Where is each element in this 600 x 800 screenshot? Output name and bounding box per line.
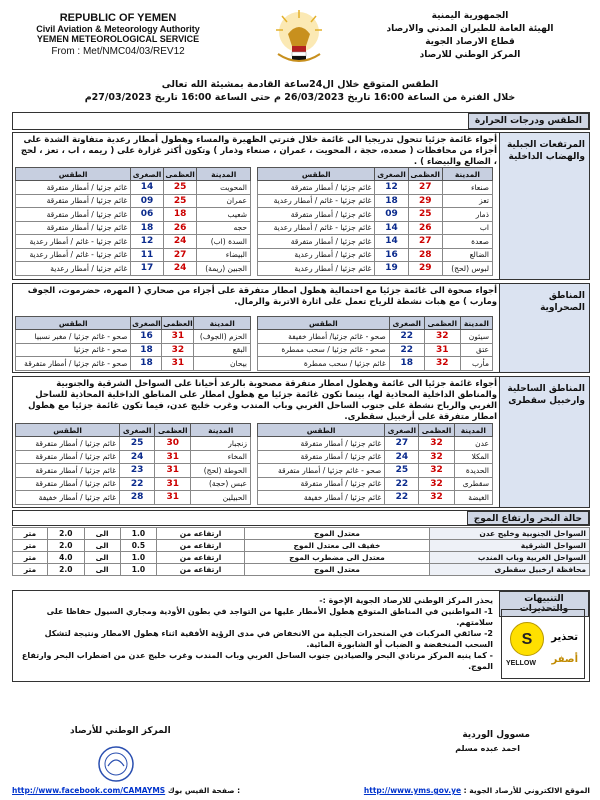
cell-max-temp: 25 [163,194,197,208]
sea-state-table [12,527,590,576]
sea-from-value: 1.0 [120,564,157,576]
header-ar-line4: المركز الوطني للارصاد [419,50,521,60]
cell-city: زنجبار [191,437,251,451]
desert-table-left [15,316,251,371]
cell-max-temp: 29 [408,194,442,208]
cell-weather: غائم جزئيا / سحب ممطرة [258,357,390,371]
table-row [16,491,251,505]
table-row [16,477,251,491]
cell-weather: غائم جزئيا / أمطار رعدية [258,262,375,276]
header-english [18,12,218,57]
cell-min-temp: 22 [385,491,419,505]
cell-weather: غائم جزئيا / أمطار متفرقة [16,208,131,222]
cell-min-temp: 18 [131,357,162,371]
cell-weather: غائم جزئيا / أمطار متفرقة [258,450,385,464]
warning-level-en: YELLOW [506,660,536,667]
table-header-row [258,168,493,181]
sea-from-label: ارتفاعه من [157,564,245,576]
cell-city: البقع [194,343,251,357]
document-footer [0,700,600,800]
cell-max-temp: 24 [163,262,197,276]
sea-unit: متر [13,540,48,552]
cell-city: عمران [197,194,251,208]
sea-from-value: 0.5 [120,540,157,552]
weather-section-header [12,112,590,130]
cell-city: الحبيلين [191,491,251,505]
col-city-header: المدينة [454,424,492,437]
cell-max-temp: 26 [163,221,197,235]
cell-min-temp: 14 [375,221,408,235]
header-en-line2: Civil Aviation & Meteorology Authority [36,24,200,34]
cell-max-temp: 31 [155,450,191,464]
table-header-row [258,424,493,437]
sea-row [13,552,590,564]
cell-max-temp: 25 [408,208,442,222]
cell-min-temp: 22 [385,477,419,491]
col-max-header: العظمى [163,168,197,181]
table-row [16,330,251,344]
cell-weather: صحو - غائم جزئيا / مغبر نسبيا [16,330,131,344]
sea-from-value: 1.0 [120,528,157,540]
cell-weather: صحو - غائم جزئيا / سحب ممطرة [258,343,390,357]
table-row [258,464,493,478]
table-row [16,235,251,249]
sea-row [13,540,590,552]
sea-to-value: 4.0 [48,552,85,564]
cell-max-temp: 31 [162,357,194,371]
cell-city: صنعاء [442,181,492,195]
sea-state: خفيف الى معتدل الموج [244,540,429,552]
cell-min-temp: 22 [120,477,155,491]
table-row [258,208,493,222]
highlands-block [12,132,590,280]
table-row [258,343,493,357]
cell-city: سقطرى [454,477,492,491]
cell-weather: صحو - غائم جزئيا / أمطار متفرقة [16,357,131,371]
sea-from-value: 1.0 [120,552,157,564]
cell-weather: غائم جزئيا / أمطار متفرقة [16,221,131,235]
header-arabic [370,10,570,62]
col-min-header: الصغرى [132,169,162,179]
cell-min-temp: 22 [389,343,424,357]
cell-city: عبس (حجة) [191,477,251,491]
col-weather-header: الطقس [16,424,120,437]
cell-min-temp: 18 [375,194,408,208]
sea-row [13,564,590,576]
cell-max-temp: 31 [155,464,191,478]
header-en-line4: From : Met/NMC04/03/REV12 [51,46,185,57]
table-row [16,343,251,357]
cell-max-temp: 31 [155,477,191,491]
sea-from-label: ارتفاعه من [157,528,245,540]
col-weather-header: الطقس [258,168,375,181]
sea-area: السواحل الغربية وباب المندب [430,552,590,564]
cell-max-temp: 32 [419,491,454,505]
document-header [0,0,600,120]
cell-city: بيحان [194,357,251,371]
warnings-intro: يحذر المركز الوطني للارصاد الجوية الإخوة :- [319,596,493,605]
website-link[interactable]: http://www.yms.gov.ye [363,786,462,795]
cell-city: عتق [460,343,492,357]
table-row [258,181,493,195]
cell-weather: غائم جزئيا / أمطار متفرقة [258,181,375,195]
col-weather-header: الطقس [16,168,131,181]
cell-city: الجبين (ريمة) [197,262,251,276]
warnings-title: التنبيهات والتحذيرات [499,591,589,617]
yellow-warning-badge [501,609,585,679]
sea-to-label: الى [84,540,120,552]
cell-city: تعز [442,194,492,208]
table-header-row [258,317,493,330]
cell-max-temp: 30 [155,437,191,451]
table-row [16,208,251,222]
sea-to-label: الى [84,564,120,576]
cell-min-temp: 14 [131,181,164,195]
cell-max-temp: 18 [163,208,197,222]
cell-city: شعيب [197,208,251,222]
cell-min-temp: 25 [385,464,419,478]
table-row [258,491,493,505]
cell-weather: غائم جزئيا / أمطار متفرقة [16,477,120,491]
facebook-group [12,786,240,795]
cell-max-temp: 32 [424,330,460,344]
website-label: الموقع الالكتروني للأرصاد الجوية : [463,786,590,795]
forecast-title-line1: الطقس المتوقع خلال ال24ساعة القادمة بمشيئة الله تعالى [161,79,439,90]
sea-row [13,528,590,540]
desert-block [12,283,590,373]
table-row [258,450,493,464]
header-ar-line1: الجمهورية اليمنية [431,11,509,21]
table-row [16,194,251,208]
table-row [16,357,251,371]
table-row [16,181,251,195]
cell-max-temp: 31 [162,330,194,344]
sea-to-value: 2.0 [48,564,85,576]
table-row [16,464,251,478]
cell-min-temp: 16 [375,248,408,262]
col-max-header: العظمى [419,424,454,437]
desert-table-right [257,316,493,371]
cell-max-temp: 32 [419,437,454,451]
cell-city: عدن [454,437,492,451]
highlands-description: أجواء غائمة جزئيا تتحول تدريجيا الى غائمة خلال فترتي الظهيرة والمساء وهطول أمطار رعدية متفاوتة الشدة على أجزاء من محافظات ( صعده، حجة ، المحويت ، عمران ، صنعاء وذمار ) وتكون أكثر غزارة على ( ريمه ، اب ، تعز ، لحج ، الضالع والبيضاء ) . [20,135,497,167]
sea-to-label: الى [84,552,120,564]
cell-weather: صحو - غائم جزئيا / أمطار متفرقة [258,464,385,478]
table-row [258,262,493,276]
cell-city: المخاء [191,450,251,464]
cell-weather: غائم جزئيا / أمطار متفرقة [258,477,385,491]
cell-min-temp: 11 [131,248,164,262]
coast-table-right [257,423,493,505]
col-city-header: المدينة [194,317,251,330]
col-max-header: العظمى [408,168,442,181]
cell-max-temp: 27 [408,181,442,195]
table-header-row [16,168,251,181]
sea-to-label: الى [84,528,120,540]
sea-from-label: ارتفاعه من [157,552,245,564]
cell-weather: صحو - غائم جزئيا/ أمطار خفيفة [258,330,390,344]
cell-weather: غائم جزئيا / أمطار رعدية [258,248,375,262]
yemen-emblem-icon [268,8,330,68]
sea-section-header [12,510,590,526]
cell-max-temp: 27 [408,235,442,249]
cell-max-temp: 32 [424,357,460,371]
header-en-line1: REPUBLIC OF YEMEN [59,12,177,24]
cell-city: اب [442,221,492,235]
col-max-header: العظمى [155,424,191,437]
footer-center-name: المركز الوطني للأرصاد [70,726,171,736]
cell-weather: غائم جزئيا / أمطار متفرقة [16,464,120,478]
warning-item: - كما ينبه المركز مرتادي البحر والصيادين جنوب الساحل الغربي وباب المندب وغرب خليج عدن من اضطراب البحر وارتفاع الموج. [21,651,493,671]
cell-min-temp: 18 [389,357,424,371]
cell-min-temp: 16 [131,330,162,344]
cell-min-temp: 12 [375,181,408,195]
col-min-header: الصغرى [385,424,419,437]
cell-city: المحويت [197,181,251,195]
table-row [258,437,493,451]
cell-weather: غائم جزئيا / أمطار متفرقة [258,235,375,249]
cell-city: الحزم (الجوف) [194,330,251,344]
cell-city: الحوطة (لحج) [191,464,251,478]
header-ar-line3: قطاع الارصاد الجوية [425,37,515,47]
cell-max-temp: 26 [408,221,442,235]
cell-max-temp: 31 [424,343,460,357]
col-city-header: المدينة [460,317,492,330]
cell-city: لبوس (لحج) [442,262,492,276]
header-ar-line2: الهيئة العامة للطيران المدني والارصاد [386,24,554,34]
table-row [258,330,493,344]
warning-level-ar: أصفر [551,654,578,665]
col-max-header: العظمى [424,317,460,330]
sea-unit: متر [13,564,48,576]
coast-block [12,376,590,508]
cell-max-temp: 24 [163,235,197,249]
table-header-row [16,424,251,437]
cell-city: الضالع [442,248,492,262]
desert-description: أجواء صحوة الى غائمة جزئيا مع احتمالية هطول امطار متفرقة على أجزاء من صحاري ( المهره، حضرموت، الجوف ومارب ) مع هبات نشطة للرياح تعمل على اثارة الاتربة والرمال. [27,286,497,307]
highlands-table-left [15,167,251,276]
sea-unit: متر [13,528,48,540]
table-row [16,450,251,464]
warnings-text [17,595,493,672]
stamp-icon [96,744,136,784]
footer-shift-label: مسوول الوردية [462,730,530,740]
weather-section-title: الطقس ودرجات الحرارة [468,113,589,129]
cell-city: سيئون [460,330,492,344]
cell-max-temp: 32 [419,464,454,478]
cell-max-temp: 28 [408,248,442,262]
cell-max-temp: 32 [419,450,454,464]
cell-min-temp: 24 [385,450,419,464]
cell-city: الغيضة [454,491,492,505]
col-city-header: المدينة [197,168,251,181]
cell-city: البيضاء [197,248,251,262]
table-row [258,477,493,491]
cell-weather: غائم جزئيا - غائم / أمطار رعدية [258,221,375,235]
website-group [364,786,590,795]
col-city-header: المدينة [442,168,492,181]
cell-max-temp: 32 [419,477,454,491]
cell-weather: غائم جزئيا / أمطار متفرقة [258,437,385,451]
cell-min-temp: 06 [131,208,164,222]
cell-min-temp: 12 [131,235,164,249]
sea-state: معتدل الموج [244,564,429,576]
cell-max-temp: 32 [162,343,194,357]
header-en-line3: YEMEN METEOROLOGICAL SERVICE [36,34,200,44]
cell-min-temp: 25 [120,437,155,451]
cell-weather: غائم جزئيا / أمطار متفرقة [16,181,131,195]
cell-weather: غائم جزئيا / أمطار متفرقة [258,208,375,222]
footer-links-bar [12,786,590,795]
cell-weather: غائم جزئيا / أمطار خفيفة [258,491,385,505]
cell-min-temp: 14 [375,235,408,249]
table-header-row [16,317,251,330]
footer-shift-name: احمد عبده مسلم [455,744,520,753]
cell-min-temp: 24 [120,450,155,464]
forecast-period: خلال الفترة من الساعة 16:00 تاريخ 26/03/2023 م حتى الساعة 16:00 تاريخ 27/03/2023م [84,92,516,103]
sea-area: السواحل الشرقية [430,540,590,552]
cell-min-temp: 18 [131,221,164,235]
table-row [258,194,493,208]
table-row [258,357,493,371]
cell-city: السدة (اب) [197,235,251,249]
cell-max-temp: 29 [408,262,442,276]
col-min-header: الصغرى [375,168,408,181]
coast-description: أجواء غائمة جزئيا الى غائمة وهطول امطار متفرقة مصحوبة بالرعد أحيانا على السواحل الشرقية والجنوبية والمناطق الداخلية المحاذية لها، بينما تكون غائمة جزئيا مع هطول امطار على المناطق الداخلية المحاذية للساحل الغربي والرياح نشطة على جنوب الساحل الغربي وباب المندب وغرب خليج عدن، فيما تكون غائمة جزئيا مع هطول امطار متفرقة على أرخبيل سقطرى. [28,379,497,422]
cell-max-temp: 27 [163,248,197,262]
sea-area: السواحل الجنوبية وخليج عدن [430,528,590,540]
cell-city: حجه [197,221,251,235]
cell-weather: غائم جزئيا / أمطار متفرقة [16,450,120,464]
col-city-header: المدينة [191,424,251,437]
table-row [16,248,251,262]
table-row [258,248,493,262]
table-row [16,437,251,451]
forecast-title [30,78,570,104]
cell-city: صعدة [442,235,492,249]
table-row [16,221,251,235]
col-min-header: الصغرى [132,318,161,328]
sea-area: محافظة ارخبيل سقطرى [430,564,590,576]
warning-label-ar: تحذير [551,632,578,643]
sea-state: معتدل الموج [244,528,429,540]
cell-min-temp: 18 [131,343,162,357]
col-weather-header: الطقس [16,317,131,330]
cell-weather: غائم جزئيا - غائم / أمطار رعدية [258,194,375,208]
col-weather-header: الطقس [258,424,385,437]
cell-weather: غائم جزئيا - غائم / أمطار رعدية [16,235,131,249]
cell-weather: غائم جزئيا / أمطار متفرقة [16,194,131,208]
cell-max-temp: 25 [163,181,197,195]
sea-unit: متر [13,552,48,564]
cell-max-temp: 31 [155,491,191,505]
sea-section-title: حالة البحر وارتفاع الموج [467,511,589,525]
cell-weather: غائم جزئيا / أمطار رعدية [16,262,131,276]
cell-min-temp: 09 [375,208,408,222]
cell-min-temp: 23 [120,464,155,478]
facebook-label: صفحة الفيس بوك : [167,786,241,795]
facebook-link[interactable]: http://www.facebook.com/CAMAYMS [12,786,166,795]
cell-min-temp: 19 [375,262,408,276]
cell-min-temp: 09 [131,194,164,208]
warnings-block [12,590,590,682]
sea-from-label: ارتفاعه من [157,540,245,552]
cell-city: مأرب [460,357,492,371]
cell-city: المكلا [454,450,492,464]
cell-min-temp: 28 [120,491,155,505]
cell-weather: صحو - غائم جزئيا [16,343,131,357]
col-min-header: الصغرى [120,424,155,437]
cell-min-temp: 22 [389,330,424,344]
coast-table-left [15,423,251,505]
sea-to-value: 2.0 [48,540,85,552]
coast-region-label: المناطق الساحلية وارخبيل سقطرى [499,377,589,507]
table-row [258,235,493,249]
warning-item: 2- سائقي المركبات في المنحدرات الجبلية من الانخفاض في مدى الرؤية الأفقية اثناء هطول الامطار ونتيجة لتشكل السحب المنخفضة و الضباب أو الشابورة المائية. [44,629,493,649]
cell-weather: غائم جزئيا - غائم / أمطار رعدية [16,248,131,262]
cell-weather: غائم جزئيا / أمطار متفرقة [16,437,120,451]
cell-min-temp: 17 [131,262,164,276]
highlands-region-label: المرتفعات الجبلية والهضاب الداخلية [499,133,589,279]
warning-item: 1- المواطنين في المناطق المتوقع هطول الأمطار عليها من التواجد في بطون الأودية ومجاري السيول حفاظا على سلامتهم. [46,607,493,627]
cell-weather: غائم جزئيا / أمطار خفيفة [16,491,120,505]
table-row [258,221,493,235]
cell-min-temp: 27 [385,437,419,451]
col-min-header: الصغرى [389,317,424,330]
sea-to-value: 2.0 [48,528,85,540]
table-row [16,262,251,276]
warning-level-circle: S [510,622,544,656]
highlands-table-right [257,167,493,276]
col-weather-header: الطقس [258,317,390,330]
sea-state: معتدل الى مضطرب الموج [244,552,429,564]
desert-region-label: المناطق الصحراوية [499,284,589,372]
col-max-header: العظمى [163,318,193,328]
cell-city: ذمار [442,208,492,222]
cell-city: الحديدة [454,464,492,478]
